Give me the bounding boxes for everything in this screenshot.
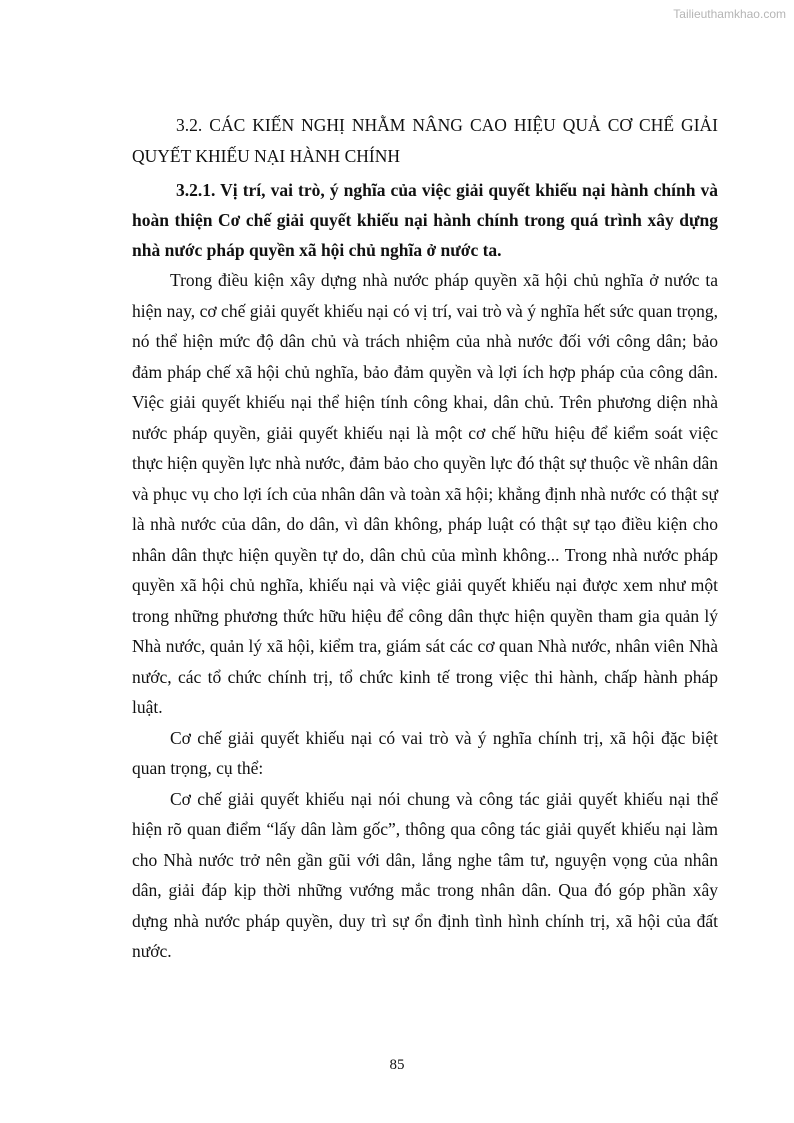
watermark: Tailieuthamkhao.com — [673, 7, 786, 21]
page-number: 85 — [389, 1057, 405, 1073]
paragraph-1: Trong điều kiện xây dựng nhà nước pháp quyền xã hội chủ nghĩa ở nước ta hiện nay, cơ chế giải quyết khiếu nại có vị trí, vai trò và ý nghĩa hết sức quan trọng, nó thể hiện mức độ dân chủ và trách nhiệm của nhà nước đối với công dân; bảo đảm pháp chế xã hội chủ nghĩa, bảo đảm quyền và lợi ích hợp pháp của công dân. Việc giải quyết khiếu nại thể hiện tính công khai, dân chủ. Trên phương diện nhà nước pháp quyền, giải quyết khiếu nại là một cơ chế hữu hiệu để kiểm soát việc thực hiện quyền lực nhà nước, đảm bảo cho quyền lực đó thật sự thuộc về nhân dân và phục vụ cho lợi ích của nhân dân và toàn xã hội; khẳng định nhà nước có thật sự là nhà nước của dân, do dân, vì dân không, pháp luật có thật sự tạo điều kiện cho nhân dân thực hiện quyền tự do, dân chủ của mình không... Trong nhà nước pháp quyền xã hội chủ nghĩa, khiếu nại và việc giải quyết khiếu nại được xem như một trong những phương thức hữu hiệu để công dân thực hiện quyền tham gia quản lý Nhà nước, quản lý xã hội, kiểm tra, giám sát các cơ quan Nhà nước, nhân viên Nhà nước, các tổ chức chính trị, tổ chức kinh tế trong việc thi hành, chấp hành pháp luật. — [132, 270, 718, 717]
document-body — [132, 110, 718, 967]
paragraph-2: Cơ chế giải quyết khiếu nại có vai trò và ý nghĩa chính trị, xã hội đặc biệt quan trọng, cụ thể: — [132, 727, 718, 778]
paragraph-3: Cơ chế giải quyết khiếu nại nói chung và công tác giải quyết khiếu nại thể hiện rõ quan điểm “lấy dân làm gốc”, thông qua công tác giải quyết khiếu nại làm cho Nhà nước trở nên gần gũi với dân, lắng nghe tâm tư, nguyện vọng của nhân dân, giải đáp kịp thời những vướng mắc trong nhân dân. Qua đó góp phần xây dựng nhà nước pháp quyền, duy trì sự ổn định tình hình chính trị, xã hội của đất nước. — [132, 788, 718, 961]
subsection-title: 3.2.1. Vị trí, vai trò, ý nghĩa của việc giải quyết khiếu nại hành chính và hoàn thiện Cơ chế giải quyết khiếu nại hành chính trong quá trình xây dựng nhà nước pháp quyền xã hội chủ nghĩa ở nước ta. — [132, 180, 718, 260]
section-title: 3.2. CÁC KIẾN NGHỊ NHẰM NÂNG CAO HIỆU QUẢ CƠ CHẾ GIẢI QUYẾT KHIẾU NẠI HÀNH CHÍNH — [132, 115, 718, 166]
